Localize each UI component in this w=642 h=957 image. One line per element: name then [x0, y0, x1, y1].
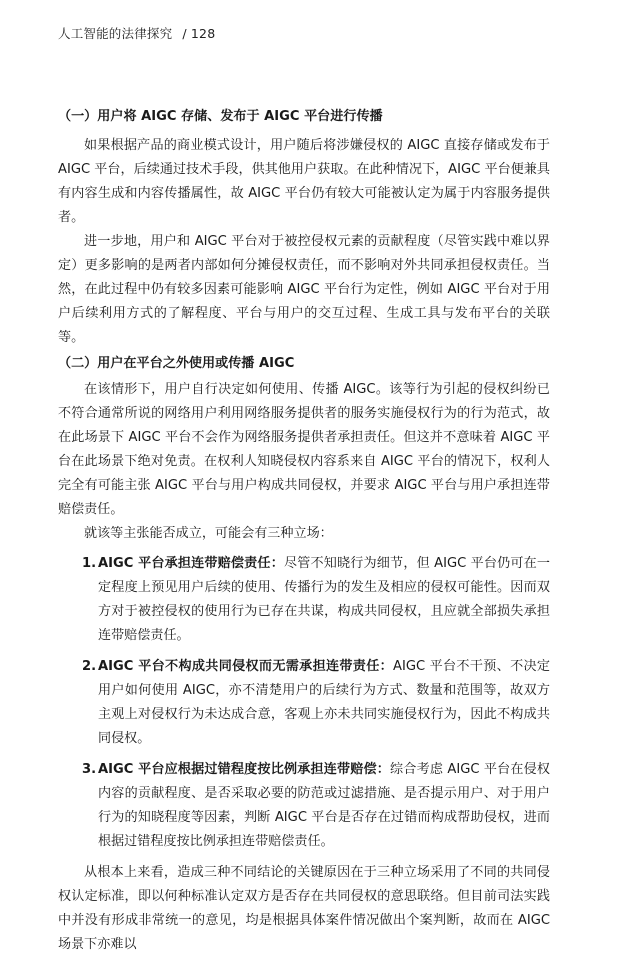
paragraph: 在该情形下，用户自行决定如何使用、传播 AIGC。该等行为引起的侵权纠纷已不符合通常所说的网络用户利用网络服务提供者的服务实施侵权行为的行为范式，故在此场景下 AIGC 平台不会作为网络服务提供者承担责任。但这并不意味着 AIGC 平台在此场景下绝对免责。在权利人知晓侵权内容系来自 AIGC 平台的情况下，权利人完全有可能主张 AIGC 平台与用户构成共同侵权，并要求 AIGC 平台与用户承担连带赔偿责任。	[58, 382, 550, 517]
stance-item	[82, 552, 550, 648]
page-number: / 128	[182, 26, 216, 41]
stance-number: 2.	[82, 659, 97, 674]
stance-lead: AIGC 平台应根据过错程度按比例承担连带赔偿：	[98, 762, 391, 777]
stance-item	[82, 758, 550, 854]
section-heading-2: （二）用户在平台之外使用或传播 AIGC	[58, 356, 295, 371]
paragraph: 进一步地，用户和 AIGC 平台对于被控侵权元素的贡献程度（尽管实践中难以界定）更多影响的是两者内部如何分摊侵权责任，而不影响对外共同承担侵权责任。当然，在此过程中仍有较多因素可能影响 AIGC 平台行为定性，例如 AIGC 平台对于用户后续利用方式的了解程度、平台与用户的交互过程、生成工具与发布平台的关联等。	[58, 234, 550, 345]
book-title: 人工智能的法律探究	[58, 26, 173, 41]
paragraph: 就该等主张能否成立，可能会有三种立场：	[84, 526, 333, 541]
stance-item	[82, 655, 550, 751]
running-header	[58, 24, 215, 42]
conclusion-paragraph: 从根本上来看，造成三种不同结论的关键原因在于三种立场采用了不同的共同侵权认定标准，即以何种标准认定双方是否存在共同侵权的意思联络。但目前司法实践中并没有形成非常统一的意见，均是根据具体案件情况做出个案判断，故而在 AIGC 场景下亦难以	[58, 865, 550, 952]
stance-lead: AIGC 平台不构成共同侵权而无需承担连带责任：	[98, 659, 394, 674]
stance-list	[58, 552, 550, 854]
stance-body: 综合考虑 AIGC 平台在侵权内容的贡献程度、是否采取必要的防范或过滤措施、是否提示用户、对于用户行为的知晓程度等因素，判断 AIGC 平台是否存在过错而构成帮助侵权，进而根据过错程度按比例承担连带赔偿责任。	[98, 762, 550, 849]
section-heading-1: （一）用户将 AIGC 存储、发布于 AIGC 平台进行传播	[58, 109, 383, 124]
stance-lead: AIGC 平台承担连带赔偿责任：	[98, 556, 284, 571]
page-body	[58, 103, 550, 957]
stance-number: 3.	[82, 762, 97, 777]
stance-body: 尽管不知晓行为细节，但 AIGC 平台仍可在一定程度上预见用户后续的使用、传播行为的发生及相应的侵权可能性。因而双方对于被控侵权的使用行为已存在共谋，构成共同侵权，且应就全部损失承担连带赔偿责任。	[98, 556, 551, 643]
stance-number: 1.	[82, 556, 97, 571]
stance-body: AIGC 平台不干预、不决定用户如何使用 AIGC，亦不清楚用户的后续行为方式、数量和范围等，故双方主观上对侵权行为未达成合意，客观上亦未共同实施侵权行为，因此不构成共同侵权。	[98, 659, 550, 746]
paragraph: 如果根据产品的商业模式设计，用户随后将涉嫌侵权的 AIGC 直接存储或发布于 AIGC 平台，后续通过技术手段，供其他用户获取。在此种情况下，AIGC 平台便兼具有内容生成和内容传播属性，故 AIGC 平台仍有较大可能被认定为属于内容服务提供者。	[58, 138, 550, 225]
